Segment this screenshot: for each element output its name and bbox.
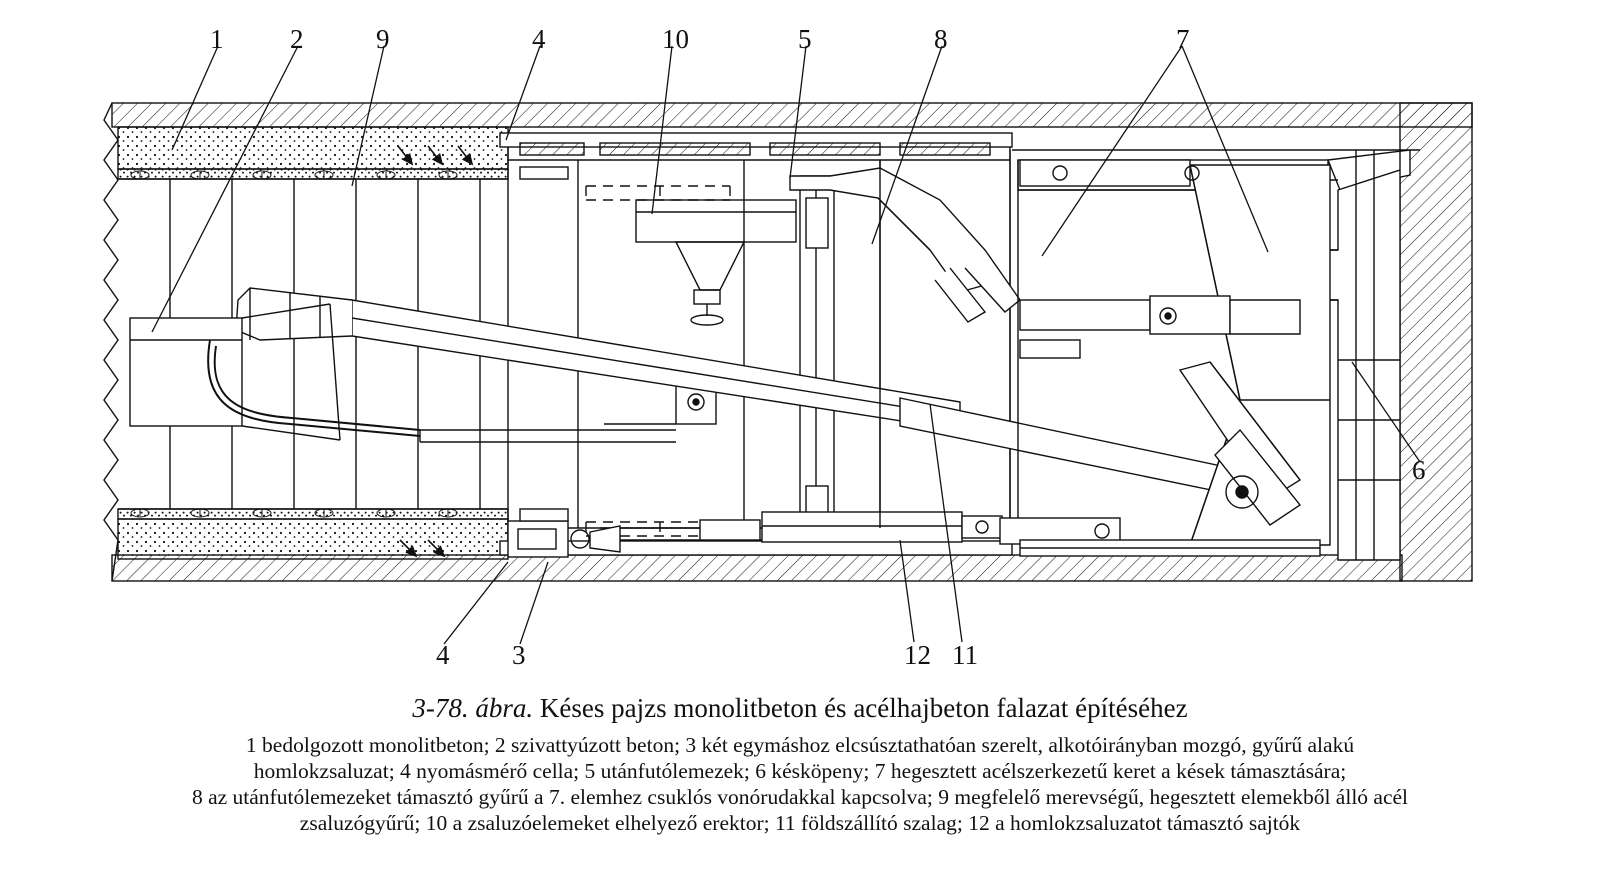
callout-11: 11 bbox=[952, 640, 978, 670]
callout-5: 5 bbox=[798, 24, 812, 54]
legend-line-3: 8 az utánfutólemezeket támasztó gyűrű a 7. elemhez csuklós vonórudakkal kapcsolva; 9 megfelelő merevségű, hegesztett elemekből álló acél bbox=[191, 785, 1409, 809]
caption-number: 3-78. ábra. bbox=[412, 693, 534, 723]
callout-3: 3 bbox=[512, 640, 526, 670]
callout-6: 6 bbox=[1412, 455, 1426, 485]
callout-1: 1 bbox=[210, 24, 224, 54]
callout-4-bottom: 4 bbox=[436, 640, 450, 670]
callout-7: 7 bbox=[1176, 24, 1190, 54]
caption-text: Késes pajzs monolitbeton és acélhajbeton falazat építéséhez bbox=[539, 693, 1188, 723]
legend bbox=[0, 732, 1600, 836]
figure-caption bbox=[0, 690, 1600, 836]
legend-line-4: zsaluzógyűrű; 10 a zsaluzóelemeket elhelyező erektor; 11 földszállító szalag; 12 a homlokzsaluzatot támasztó sajtók bbox=[299, 811, 1301, 835]
legend-line-2: homlokzsaluzat; 4 nyomásmérő cella; 5 utánfutólemezek; 6 késköpeny; 7 hegesztett acélszerkezetű keret a kések támasztására; bbox=[253, 759, 1347, 783]
callout-9: 9 bbox=[376, 24, 390, 54]
callout-2: 2 bbox=[290, 24, 304, 54]
callout-4-top: 4 bbox=[532, 24, 546, 54]
legend-line-1: 1 bedolgozott monolitbeton; 2 szivattyúzott beton; 3 két egymáshoz elcsúsztathatóan szerelt, alkotóirányban mozgó, gyűrű alakú bbox=[245, 733, 1355, 757]
caption-title bbox=[0, 690, 1600, 726]
callout-8: 8 bbox=[934, 24, 948, 54]
callout-10: 10 bbox=[662, 24, 689, 54]
callout-12: 12 bbox=[904, 640, 931, 670]
